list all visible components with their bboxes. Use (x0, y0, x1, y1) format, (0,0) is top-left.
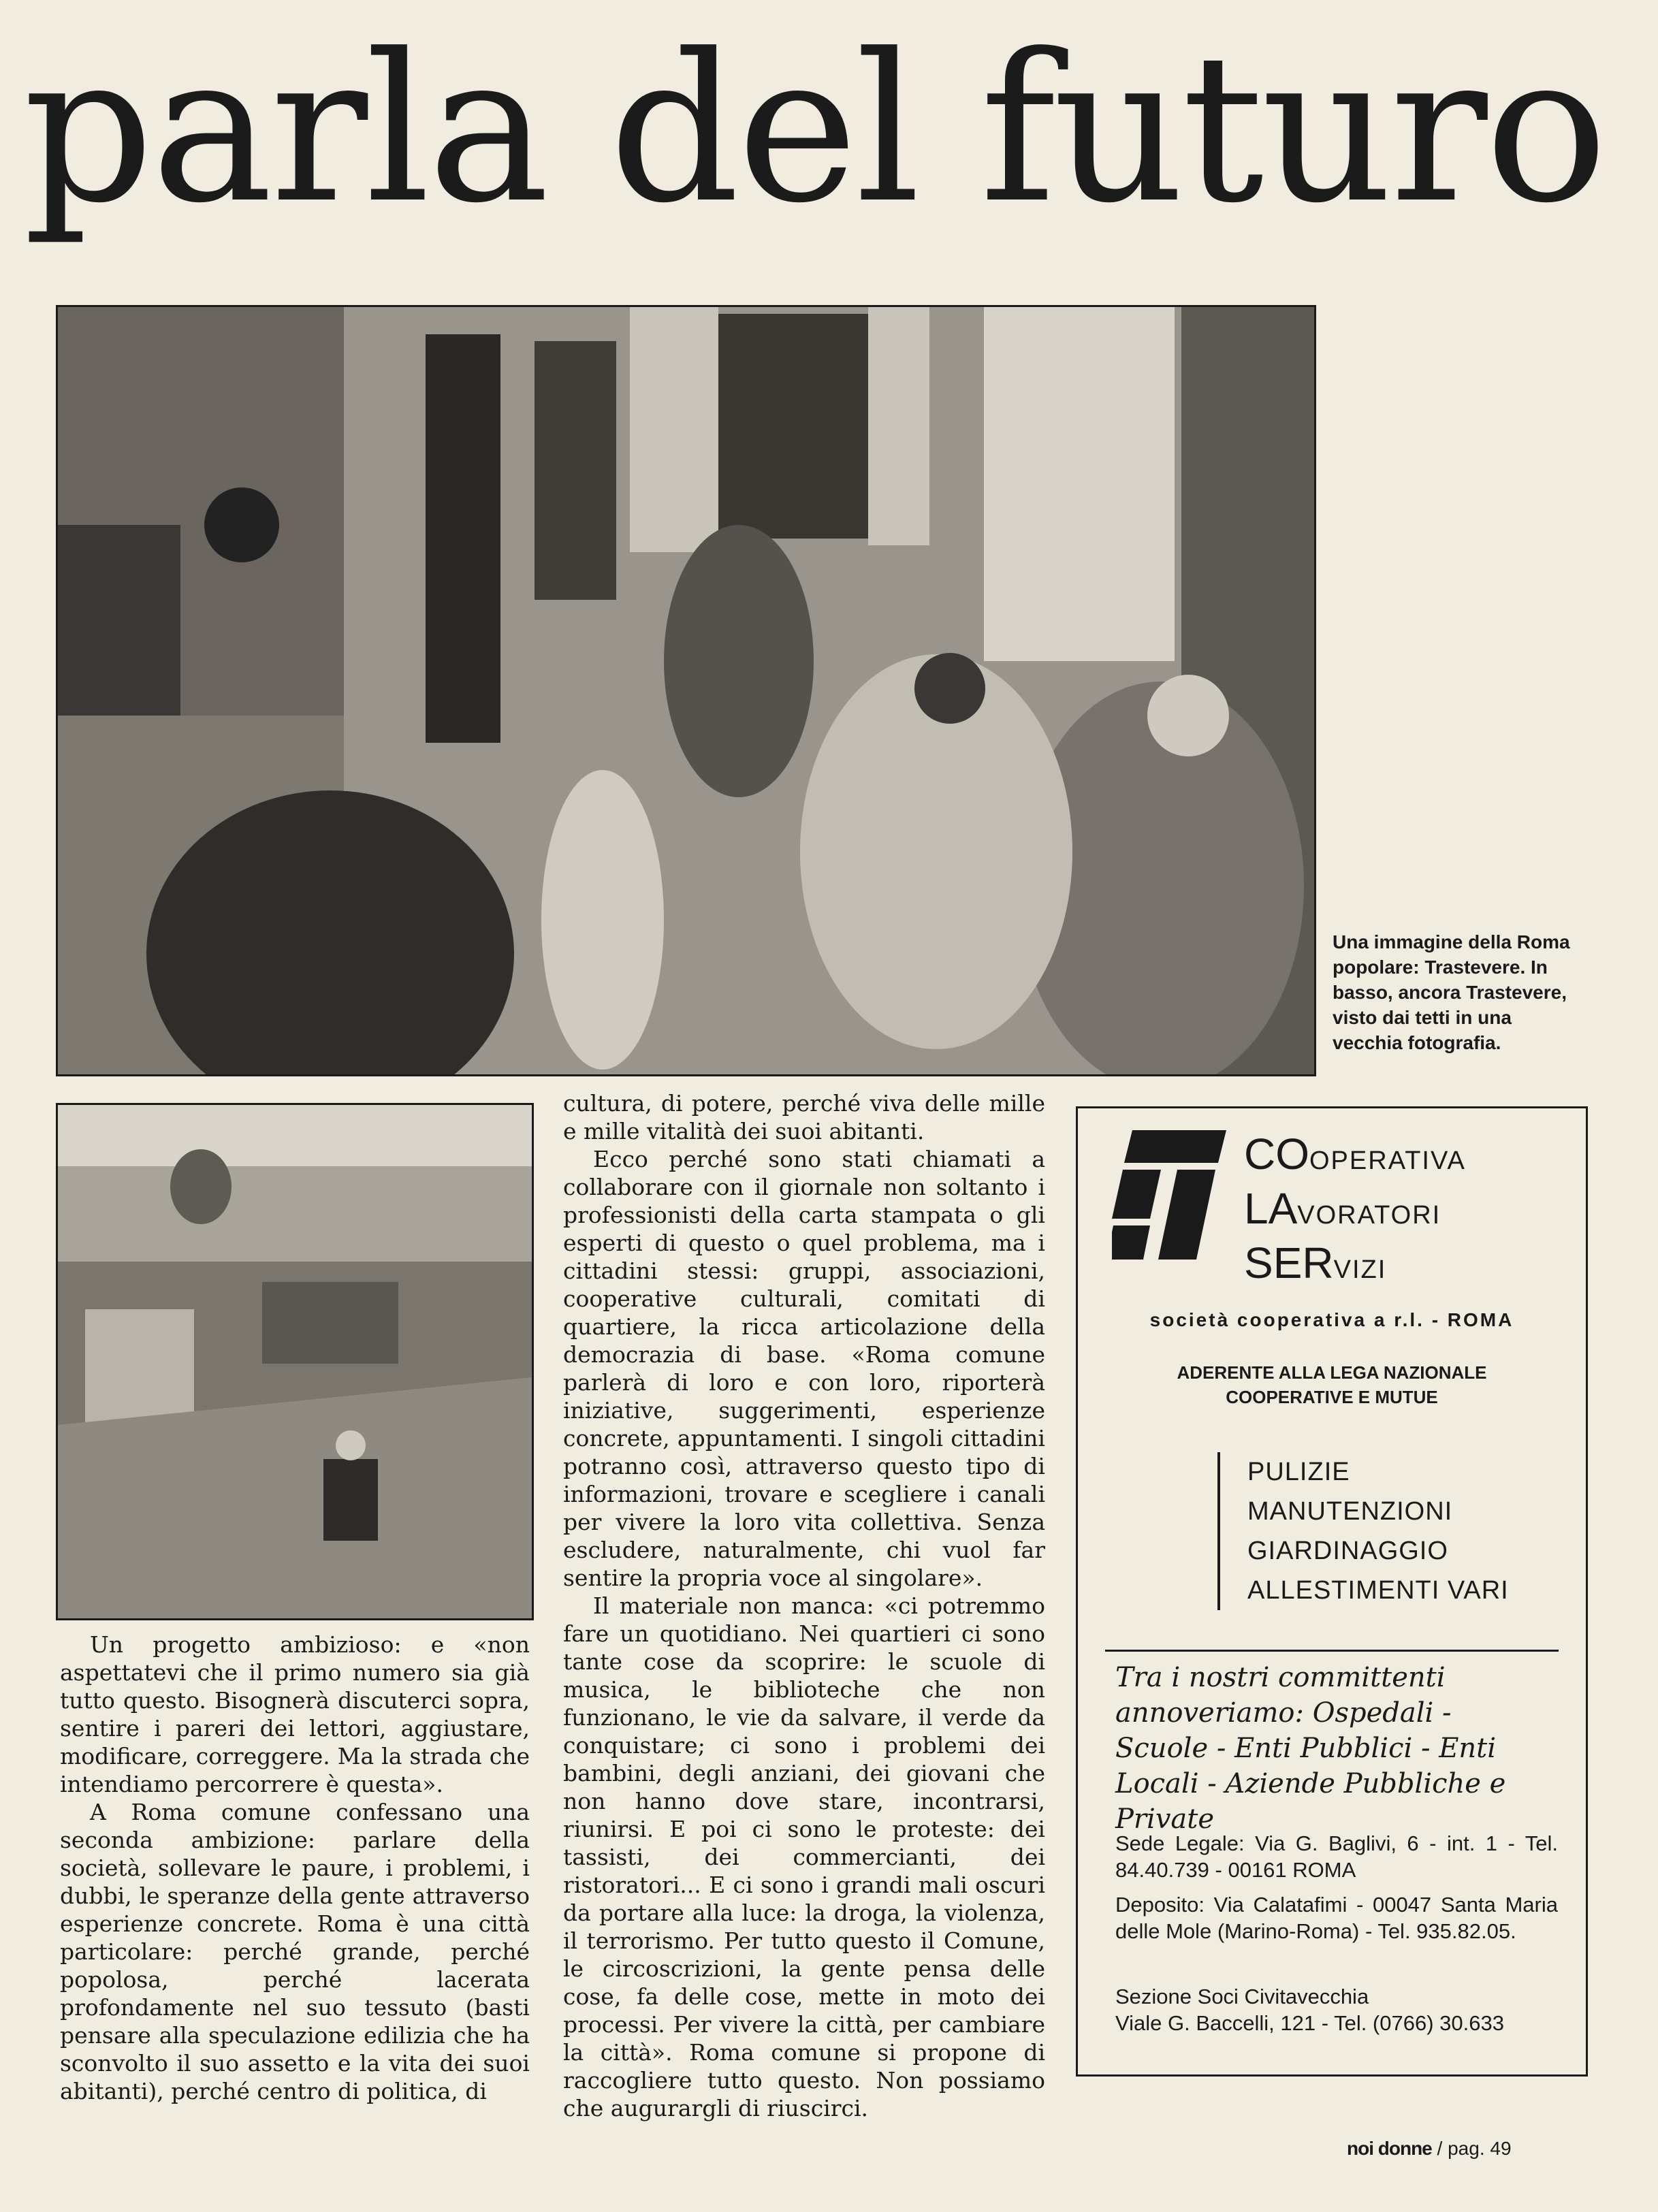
paragraph: Ecco perché sono stati chiamati a collaborare con il giornale non soltanto i professionisti della carta stampata o gli esperti di questo o quel problema, ma i cittadini stessi: gruppi, associazioni, cooperative culturali, comitati di quartiere, la ricca articolazione della democrazia di base. «Roma comune parlerà di loro e con loro, riporterà iniziative, suggerimenti, esperienze concrete, appuntamenti. I singoli cittadini potranno così, attraverso questo tipo di informazioni, trovare e scegliere i canali per vivere la loro vita collettiva. Senza escludere, naturalmente, chi vuol far sentire la propria voce al singolare». (563, 1146, 1045, 1591)
rooftops-photo (56, 1103, 534, 1620)
aderente-text: ADERENTE ALLA LEGA NAZIONALE COOPERATIVE E MUTUE (1177, 1362, 1487, 1407)
sezione-address: Viale G. Baccelli, 121 - Tel. (0766) 30.633 (1115, 2011, 1504, 2035)
cooperative-advertisement (1076, 1106, 1588, 2077)
services-list (1217, 1452, 1509, 1610)
cooperative-logo-icon (1112, 1130, 1226, 1260)
sede-legale: Sede Legale: Via G. Baglivi, 6 - int. 1 - Tel. 84.40.739 - 00161 ROMA (1115, 1831, 1558, 1882)
sezione-title: Sezione Soci Civitavecchia (1115, 1985, 1369, 2008)
footer-separator: / (1437, 2138, 1443, 2159)
deposito: Deposito: Via Calatafimi - 00047 Santa Maria delle Mole (Marino-Roma) - Tel. 935.82.05. (1115, 1893, 1558, 1943)
paragraph: A Roma comune confessano una seconda ambizione: parlare della società, sollevare le paure, i problemi, i dubbi, le speranze della gente attraverso esperienze concrete. Roma è una città particolare: perché grande, perché popolosa, perché lacerata profondamente nel suo tessuto (basti pensare alla speculazione edilizia che ha sconvolto il suo assetto e la vita dei suoi abitanti), perché centro di politica, di (60, 1799, 530, 2104)
page-number: 49 (1490, 2138, 1512, 2159)
brand-line: SERVIZI (1244, 1238, 1387, 1287)
paragraph: Il materiale non manca: «ci potremmo fare un quotidiano. Nei quartieri ci sono tante cose da scoprire: le scuole di musica, le biblioteche che non funzionano, le vie da salvare, il verde da conquistare; ci sono i problemi dei bambini, degli anziani, dei giovani che non hanno dove stare, incontrarsi, riunirsi. E poi ci sono le proteste: dei tassisti, dei commercianti, dei ristoratori... E ci sono i grandi mali oscuri da portare alla luce: la droga, la violenza, il terrorismo. Per tutto questo il Comune, le circoscrizioni, la gente pensa delle cose, fa delle cose, mette in moto dei processi. Per vivere la città, per cambiare la città». Roma comune si propone di raccogliere tutto questo. Non possiamo che augurargli di riuscirci. (563, 1592, 1045, 2121)
service-item: PULIZIE (1247, 1458, 1350, 1486)
service-item: MANUTENZIONI (1247, 1497, 1453, 1526)
paragraph: Un progetto ambizioso: e «non aspettatevi che il primo numero sia già tutto questo. Bisognerà discuterci sopra, sentire i pareri dei lettori, aggiustare, modificare, correggere. Ma la strada che intendiamo percorrere è questa». (60, 1631, 530, 1797)
magazine-name: noi donne (1347, 2138, 1432, 2159)
left-column-text (60, 1631, 530, 2105)
brand-line: COOPERATIVA (1244, 1129, 1466, 1179)
divider (1105, 1650, 1559, 1652)
service-item: GIARDINAGGIO (1247, 1537, 1448, 1565)
paragraph: cultura, di potere, perché viva delle mille e mille vitalità dei suoi abitanti. (563, 1090, 1045, 1144)
page-label: pag. (1448, 2138, 1485, 2159)
middle-column-text (563, 1089, 1045, 2122)
brand-line: LAVORATORI (1244, 1184, 1441, 1233)
photo-caption: Una immagine della Roma popolare: Trastevere. In basso, ancora Trastevere, visto dai tetti in una vecchia fotografia. (1333, 931, 1570, 1053)
page-footer (1347, 2138, 1512, 2160)
committenti-text: Tra i nostri committenti annoveriamo: Ospedali - Scuole - Enti Pubblici - Enti Locali - Aziende Pubbliche e Private (1115, 1662, 1506, 1835)
headline: parla del futuro (23, 10, 1606, 248)
societa-line: società cooperativa a r.l. - ROMA (1149, 1309, 1514, 1330)
trastevere-street-photo (56, 305, 1316, 1076)
service-item: ALLESTIMENTI VARI (1247, 1576, 1509, 1605)
